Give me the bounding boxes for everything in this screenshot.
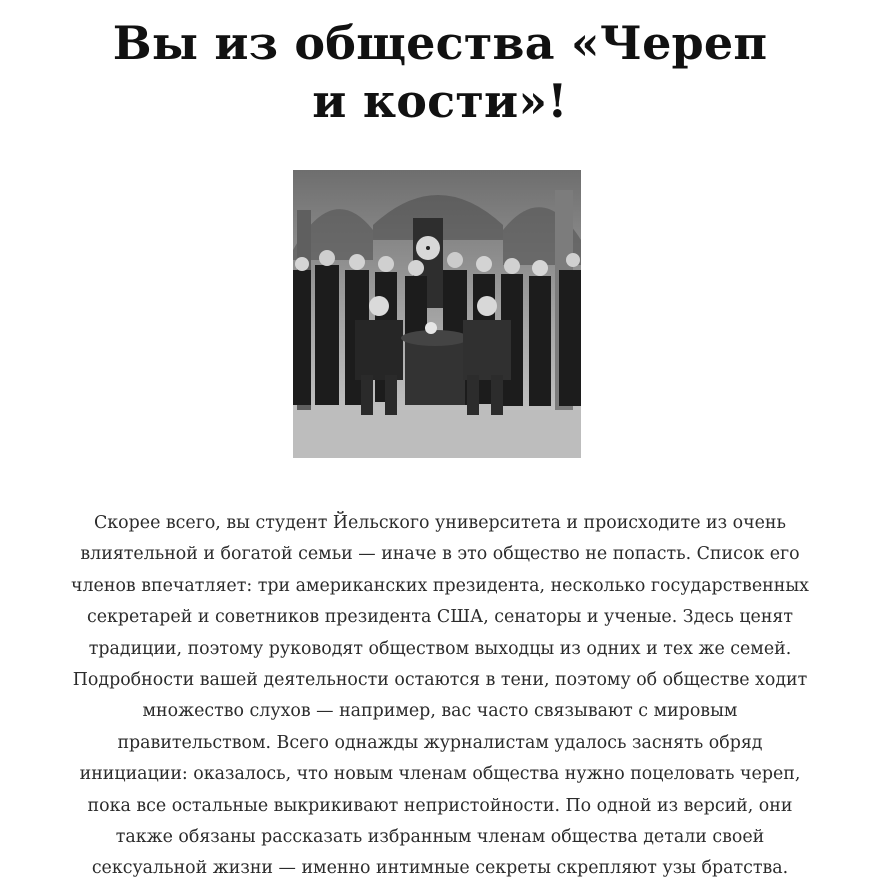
paragraph-line: также обязаны рассказать избранным членам общества детали своей <box>115 827 765 848</box>
title-line-2: и кости»! <box>312 74 568 128</box>
paragraph-line: секретарей и советников президента США, сенаторы и ученые. Здесь ценят <box>86 607 794 628</box>
paragraph-line: влиятельной и богатой семьи — иначе в это общество не попасть. Список его <box>80 544 800 565</box>
paragraph-line: множество слухов — например, вас часто связывают с мировым <box>142 701 738 722</box>
paragraph-line: правительством. Всего однажды журналистам удалось заснять обряд <box>117 732 763 753</box>
paragraph-line: инициации: оказалось, что новым членам общества нужно поцеловать череп, <box>79 764 801 785</box>
paragraph-line: Подробности вашей деятельности остаются в тени, поэтому об обществе ходит <box>72 670 808 691</box>
paragraph-line: сексуальной жизни — именно интимные секреты скрепляют узы братства. <box>91 858 789 879</box>
paragraph-line: пока все остальные выкрикивают непристойности. По одной из версий, они <box>87 795 793 816</box>
paragraph-line: Скорее всего, вы студент Йельского университета и происходите из очень <box>94 513 786 533</box>
paragraph-line: членов впечатляет: три американских президента, несколько государственных <box>71 575 809 596</box>
result-description <box>30 508 850 885</box>
paragraph-line: традиции, поэтому руководят обществом выходцы из одних и тех же семей. <box>88 638 792 659</box>
title-line-1: Вы из общества «Череп <box>112 16 768 70</box>
group-photo-icon <box>293 170 581 458</box>
result-title <box>0 14 880 130</box>
